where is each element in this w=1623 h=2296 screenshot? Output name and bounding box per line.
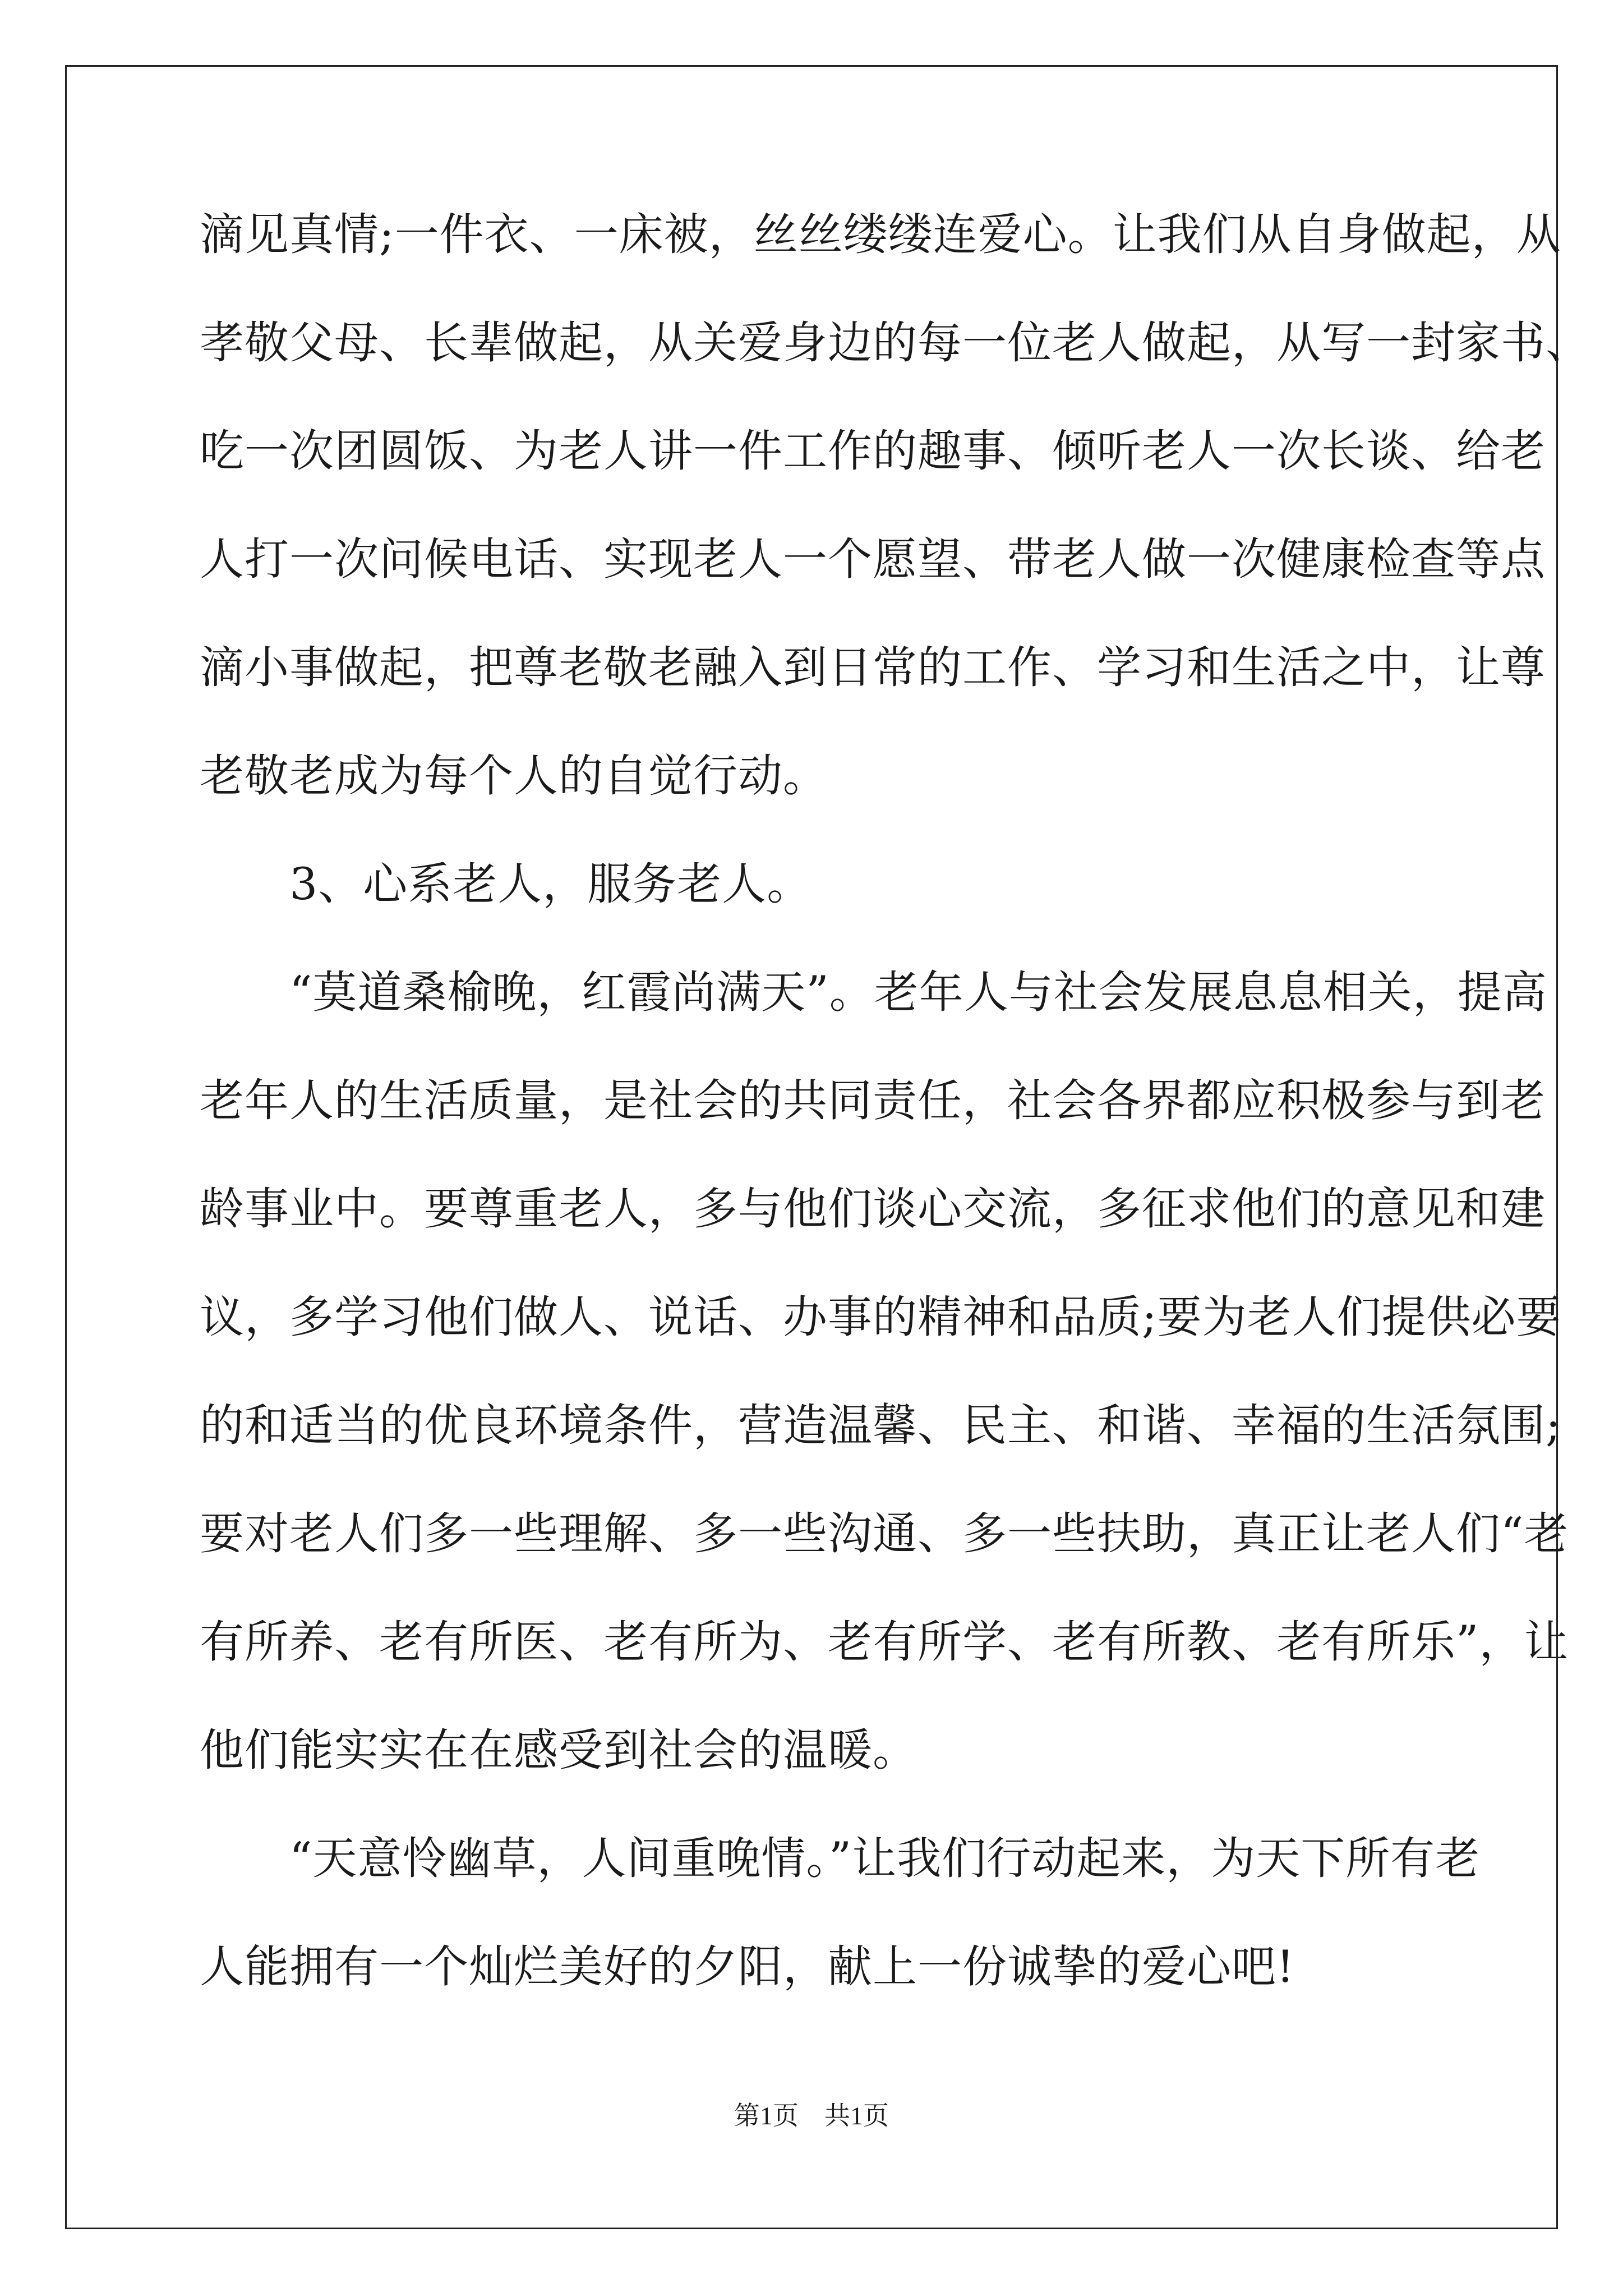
text-line: 他们能实实在在感受到社会的温暖。 [200,1724,917,1776]
text-line: 老敬老成为每个人的自觉行动。 [200,750,828,802]
text-line: 人能拥有一个灿烂美好的夕阳，献上一份诚挚的爱心吧! [200,1941,1295,1993]
text-line: 议，多学习他们做人、说话、办事的精神和品质;要为老人们提供必要 [200,1291,1561,1343]
page-border [65,65,1558,2229]
text-line: 滴小事做起，把尊老敬老融入到日常的工作、学习和生活之中，让尊 [200,642,1546,693]
text-line: 吃一次团圆饭、为老人讲一件工作的趣事、倾听老人一次长谈、给老 [200,425,1546,477]
text-line: 老年人的生活质量，是社会的共同责任，社会各界都应积极参与到老 [200,1075,1546,1126]
text-line: 人打一次问候电话、实现老人一个愿望、带老人做一次健康检查等点 [200,533,1546,585]
text-line: 孝敬父母、长辈做起，从关爱身边的每一位老人做起，从写一封家书、 [200,317,1590,369]
text-line: 有所养、老有所医、老有所为、老有所学、老有所教、老有所乐”，让 [200,1616,1569,1668]
text-line: 滴见真情;一件衣、一床被，丝丝缕缕连爱心。让我们从自身做起，从 [200,209,1561,260]
text-line: 的和适当的优良环境条件，营造温馨、民主、和谐、幸福的生活氛围; [200,1400,1561,1451]
section-heading: 3、心系老人，服务老人。 [200,858,812,910]
text-line: “天意怜幽草，人间重晚情。”让我们行动起来，为天下所有老 [200,1833,1481,1884]
text-line: 要对老人们多一些理解、多一些沟通、多一些扶助，真正让老人们“老 [200,1508,1569,1559]
text-line: 龄事业中。要尊重老人，多与他们谈心交流，多征求他们的意见和建 [200,1183,1546,1235]
text-line: “莫道桑榆晚，红霞尚满天”。老年人与社会发展息息相关，提高 [200,967,1547,1018]
page-number-footer: 第1页 共1页 [734,2101,889,2130]
